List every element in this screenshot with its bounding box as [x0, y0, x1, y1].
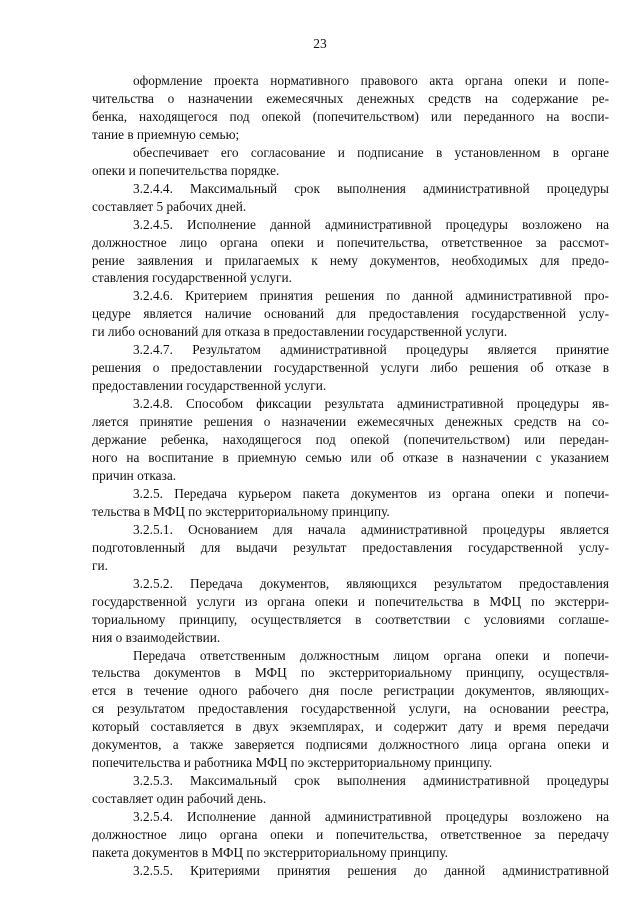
paragraph [92, 521, 609, 575]
text-line: предоставлении государственной услуги. [92, 378, 327, 394]
text-line: 3.2.4.6. Критерием принятия решения по данной административной про- [133, 288, 609, 304]
text-line: ния о взаимодействии. [92, 629, 221, 645]
text-line: подготовленный для выдачи результат предоставления государственной услу- [92, 539, 609, 555]
text-line: пакета документов в МФЦ по экстерриториальному принципу. [92, 844, 449, 860]
text-line: ляется принятие решения о назначении ежемесячных денежных средств на со- [92, 414, 609, 430]
paragraph [92, 144, 609, 180]
text-line: держание ребенка, находящегося под опекой (попечительством) или передан- [92, 432, 609, 448]
paragraph [92, 341, 609, 395]
text-line: тельства в МФЦ по экстерриториальному принципу. [92, 503, 390, 519]
text-line: решения о предоставлении государственной услуги либо решения об отказе в [92, 360, 609, 376]
paragraph [92, 72, 609, 144]
text-line: который составляется в двух экземплярах, и содержит дату и время передачи [92, 719, 609, 735]
text-line: чительства о назначении ежемесячных денежных средств на содержание ре- [92, 90, 609, 106]
text-line: 3.2.5.4. Исполнение данной административной процедуры возложено на [133, 809, 609, 825]
text-line: 3.2.5.3. Максимальный срок выполнения административной процедуры [133, 773, 609, 789]
paragraph [92, 395, 609, 485]
text-line: обеспечивает его согласование и подписание в установленном в органе [133, 144, 609, 160]
paragraph [92, 180, 609, 216]
paragraph [92, 575, 609, 647]
text-line: причин отказа. [92, 467, 177, 483]
text-line: 3.2.4.5. Исполнение данной административной процедуры возложено на [133, 216, 609, 232]
paragraph [92, 287, 609, 341]
text-line: ги либо оснований для отказа в предоставлении государственной услуги. [92, 324, 508, 340]
text-line: 3.2.4.7. Результатом административной процедуры является принятие [133, 342, 609, 358]
text-line: документов, а также заверяется подписями должностного лица органа опеки и [92, 737, 609, 753]
text-line: должностное лицо органа опеки и попечительства, ответственное за передачу [92, 827, 609, 843]
paragraph [92, 216, 609, 288]
paragraph [92, 485, 609, 521]
text-line: бенка, находящегося под опекой (попечительством) или переданного на воспи- [92, 108, 609, 124]
text-line: ставления государственной услуги. [92, 270, 292, 286]
text-line: цедуре является наличие оснований для предоставления государственной услу- [92, 306, 609, 322]
paragraph [92, 647, 609, 773]
text-line: 3.2.5.5. Критериями принятия решения до данной административной [133, 862, 609, 878]
text-line: 3.2.4.4. Максимальный срок выполнения административной процедуры [133, 180, 609, 196]
text-line: ется в течение одного рабочего дня после регистрации документов, являющих- [92, 683, 609, 699]
text-line: составляет 5 рабочих дней. [92, 198, 247, 214]
text-line: попечительства и работника МФЦ по экстерриториальному принципу. [92, 755, 493, 771]
text-line: ги. [92, 557, 108, 573]
paragraph [92, 772, 609, 808]
text-line: опеки и попечительства порядке. [92, 162, 280, 178]
text-line: оформление проекта нормативного правового акта органа опеки и попе- [133, 73, 609, 88]
text-line: ся результатом предоставления государственной услуги, на основании реестра, [92, 701, 609, 717]
page-number: 23 [313, 36, 327, 51]
paragraph [92, 808, 609, 862]
text-line: тание в приемную семью; [92, 126, 240, 142]
text-line: ториальному принципу, осуществляется в соответствии с условиями соглаше- [92, 611, 609, 627]
document-body [92, 72, 609, 880]
text-line: тельства документов в МФЦ по экстерриториальному принципу, осуществля- [92, 665, 609, 681]
text-line: 3.2.5.1. Основанием для начала административной процедуры является [133, 521, 609, 537]
text-line: государственной услуги из органа опеки и попечительства в МФЦ по экстерри- [92, 593, 609, 609]
text-line: ного на воспитание в приемную семью или об отказе в назначении с указанием [92, 450, 609, 466]
text-line: 3.2.5.2. Передача документов, являющихся результатом предоставления [133, 575, 609, 591]
text-line: 3.2.4.8. Способом фиксации результата административной процедуры яв- [133, 396, 609, 412]
text-line: должностное лицо органа опеки и попечительства, ответственное за рассмот- [92, 234, 609, 250]
text-line: 3.2.5. Передача курьером пакета документов из органа опеки и попечи- [133, 485, 609, 501]
text-line: составляет один рабочий день. [92, 791, 267, 807]
paragraph [92, 862, 609, 880]
text-line: рение заявления и прилагаемых к нему документов, необходимых для предо- [92, 252, 609, 268]
text-line: Передача ответственным должностным лицом органа опеки и попечи- [133, 647, 609, 663]
